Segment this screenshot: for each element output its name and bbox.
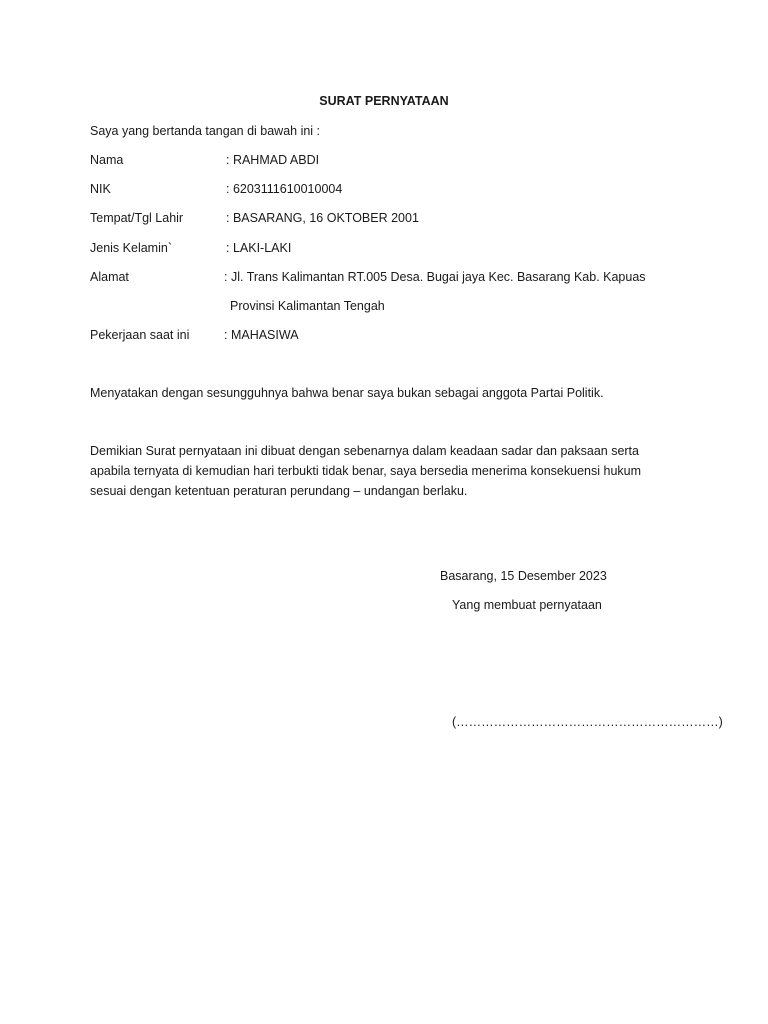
statement-text: Menyatakan dengan sesungguhnya bahwa benar saya bukan sebagai anggota Partai Politik. [90,386,604,400]
document-title: SURAT PERNYATAAN [319,94,449,108]
field-value-pekerjaan: : MAHASIWA [224,328,299,342]
field-value-ttl: : BASARANG, 16 OKTOBER 2001 [226,211,419,225]
field-label-pekerjaan: Pekerjaan saat ini [90,328,190,342]
field-value-alamat-line2: Provinsi Kalimantan Tengah [230,299,385,313]
signature-name-placeholder: (………………………………………………………) [452,715,723,729]
field-value-nik: : 6203111610010004 [226,182,343,196]
field-value-alamat: : Jl. Trans Kalimantan RT.005 Desa. Bugai jaya Kec. Basarang Kab. Kapuas [224,270,646,284]
closing-line-3: sesuai dengan ketentuan peraturan perundang – undangan berlaku. [90,484,468,498]
field-label-ttl: Tempat/Tgl Lahir [90,211,184,225]
field-value-nama: : RAHMAD ABDI [226,153,320,167]
field-label-alamat: Alamat [90,270,129,284]
field-label-nama: Nama [90,153,124,167]
field-label-jenis-kelamin: Jenis Kelamin` [90,241,172,255]
closing-paragraph [90,441,680,501]
closing-line-1: Demikian Surat pernyataan ini dibuat dengan sebenarnya dalam keadaan sadar dan paksaan serta [90,444,639,458]
signature-maker-label: Yang membuat pernyataan [452,598,602,612]
field-value-jenis-kelamin: : LAKI-LAKI [226,241,292,255]
intro-text: Saya yang bertanda tangan di bawah ini : [90,124,321,138]
closing-line-2: apabila ternyata di kemudian hari terbukti tidak benar, saya bersedia menerima konsekuensi hukum [90,464,642,478]
field-label-nik: NIK [90,182,111,196]
signature-place-date: Basarang, 15 Desember 2023 [440,569,607,583]
